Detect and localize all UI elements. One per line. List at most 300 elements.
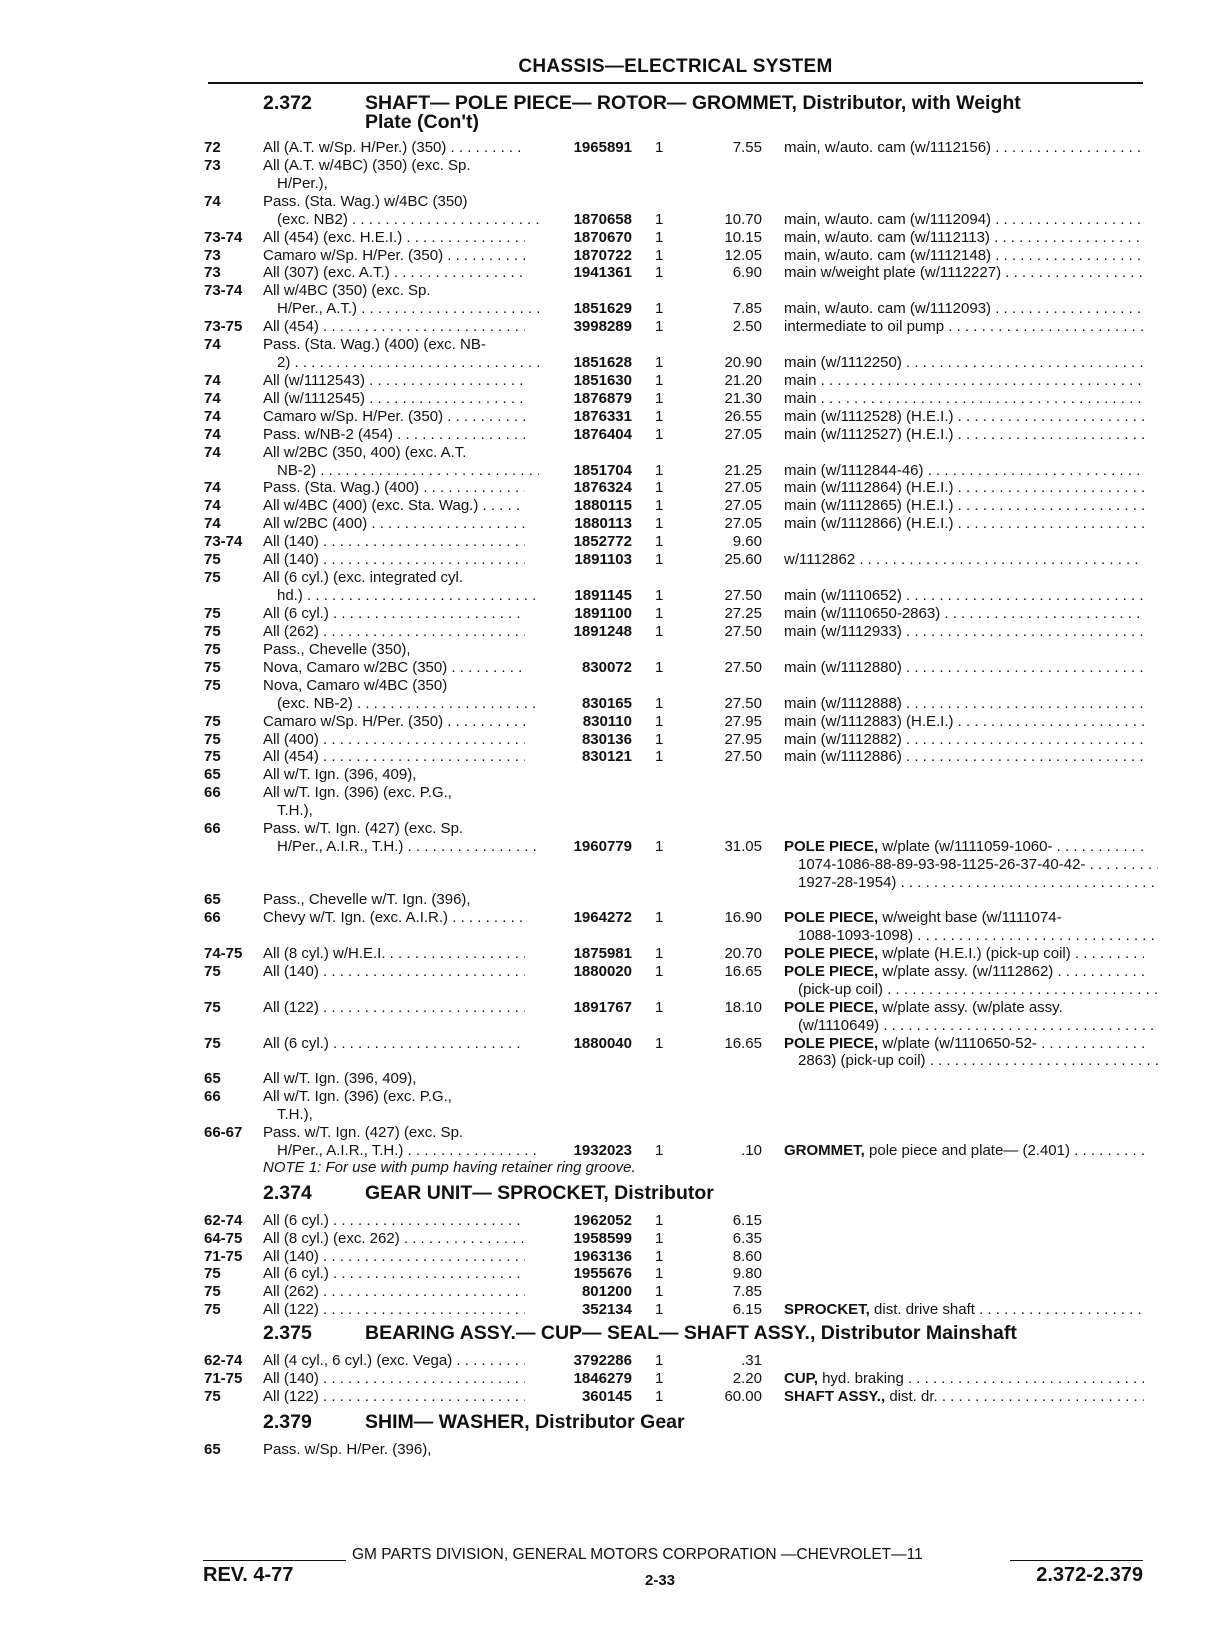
model-year: 74 bbox=[204, 336, 221, 353]
part-number: 1851704 bbox=[573, 462, 632, 479]
part-number: 1870670 bbox=[573, 229, 632, 246]
description-text: w/plate (H.E.I.) (pick-up coil) bbox=[882, 945, 1071, 962]
part-name: CUP, bbox=[784, 1370, 818, 1387]
parts-row bbox=[0, 694, 1223, 713]
description-text: main (w/1112882) bbox=[784, 731, 902, 748]
description-text: hyd. braking bbox=[822, 1370, 904, 1387]
list-price: 6.35 bbox=[732, 1230, 762, 1247]
list-price: 16.90 bbox=[724, 909, 762, 926]
part-number: 830072 bbox=[581, 659, 632, 676]
list-price: 27.05 bbox=[724, 497, 762, 514]
part-number: 1870722 bbox=[573, 247, 632, 264]
list-price: 26.55 bbox=[724, 408, 762, 425]
model-year: 75 bbox=[204, 605, 221, 622]
part-number: 3792286 bbox=[573, 1352, 632, 1369]
parts-row bbox=[0, 658, 1223, 677]
parts-row bbox=[0, 263, 1223, 282]
model-year: 75 bbox=[204, 1301, 221, 1318]
parts-row bbox=[0, 1069, 1223, 1088]
quantity: 1 bbox=[655, 354, 664, 371]
part-number: 1960779 bbox=[573, 838, 632, 855]
description-text: w/plate assy. (w/plate assy. bbox=[882, 999, 1063, 1016]
description-text: main (w/1110650-2863) bbox=[784, 605, 941, 622]
model-year: 66-67 bbox=[204, 1124, 243, 1141]
list-price: 21.20 bbox=[724, 372, 762, 389]
part-description bbox=[784, 1016, 1158, 1035]
parts-row bbox=[0, 425, 1223, 444]
parts-row bbox=[0, 640, 1223, 659]
part-description bbox=[784, 855, 1158, 874]
model-year: 66 bbox=[204, 1088, 221, 1105]
model-application: All (w/1112545) . . . bbox=[263, 389, 525, 408]
part-number: 1846279 bbox=[573, 1370, 632, 1387]
description-text: pole piece and plate— (2.401) bbox=[869, 1142, 1070, 1159]
part-description bbox=[784, 1141, 1144, 1160]
model-year: 73-74 bbox=[204, 282, 243, 299]
parts-row bbox=[0, 174, 1223, 193]
model-application: H/Per.), bbox=[277, 175, 328, 192]
part-number: 1891767 bbox=[573, 999, 632, 1016]
part-description bbox=[784, 478, 1144, 497]
model-application: All (262) . . . bbox=[263, 1282, 525, 1301]
parts-row bbox=[0, 765, 1223, 784]
parts-row bbox=[0, 281, 1223, 300]
model-year: 65 bbox=[204, 766, 221, 783]
part-number: 1880020 bbox=[573, 963, 632, 980]
model-year: 73 bbox=[204, 247, 221, 264]
list-price: 20.70 bbox=[724, 945, 762, 962]
list-price: 27.50 bbox=[724, 587, 762, 604]
list-price: 27.05 bbox=[724, 515, 762, 532]
part-number: 1875981 bbox=[573, 945, 632, 962]
part-description bbox=[784, 263, 1144, 282]
part-description bbox=[784, 550, 1144, 569]
page-number: 2-33 bbox=[645, 1572, 676, 1589]
part-number: 830121 bbox=[581, 748, 632, 765]
model-year: 66 bbox=[204, 784, 221, 801]
parts-row bbox=[0, 1051, 1223, 1070]
part-number: 1891103 bbox=[574, 551, 632, 568]
part-description bbox=[784, 962, 1144, 981]
model-year: 74 bbox=[204, 408, 221, 425]
description-text: w/plate assy. (w/1112862) bbox=[882, 963, 1054, 980]
list-price: 21.25 bbox=[724, 462, 762, 479]
part-number: 1851630 bbox=[573, 372, 632, 389]
parts-row bbox=[0, 299, 1223, 318]
quantity: 1 bbox=[655, 408, 664, 425]
quantity: 1 bbox=[655, 1283, 664, 1300]
parts-row bbox=[0, 1300, 1223, 1319]
description-text: 1927-28-1954) bbox=[798, 874, 897, 891]
model-year: 75 bbox=[204, 748, 221, 765]
model-application: All w/4BC (400) (exc. Sta. Wag.) . . . bbox=[263, 496, 525, 515]
quantity: 1 bbox=[655, 497, 664, 514]
part-description bbox=[784, 514, 1144, 533]
part-name: GROMMET, bbox=[784, 1142, 865, 1159]
part-description bbox=[784, 496, 1144, 515]
model-year: 75 bbox=[204, 1283, 221, 1300]
quantity: 1 bbox=[655, 748, 664, 765]
list-price: 21.30 bbox=[724, 390, 762, 407]
part-number: 1876331 bbox=[573, 408, 632, 425]
part-description bbox=[784, 317, 1144, 336]
model-year: 74 bbox=[204, 515, 221, 532]
parts-row bbox=[0, 783, 1223, 802]
model-application: T.H.), bbox=[277, 1106, 313, 1123]
model-application: All (140) . . . bbox=[263, 550, 525, 569]
model-year: 75 bbox=[204, 659, 221, 676]
quantity: 1 bbox=[655, 945, 664, 962]
quantity: 1 bbox=[655, 587, 664, 604]
part-description bbox=[784, 353, 1144, 372]
part-description bbox=[784, 210, 1144, 229]
model-application: Pass. (Sta. Wag.) (400) (exc. NB- bbox=[263, 336, 486, 353]
model-year: 74 bbox=[204, 193, 221, 210]
description-text: w/plate (w/1110650-52- bbox=[882, 1035, 1037, 1052]
description-text: 2863) (pick-up coil) bbox=[798, 1052, 926, 1069]
part-number: 1876324 bbox=[573, 479, 632, 496]
model-year: 71-75 bbox=[204, 1248, 243, 1265]
quantity: 1 bbox=[655, 139, 664, 156]
model-application: Pass., Chevelle (350), bbox=[263, 641, 411, 658]
model-application: All (6 cyl.) (exc. integrated cyl. bbox=[263, 569, 464, 586]
part-name: SPROCKET, bbox=[784, 1301, 870, 1318]
model-application: Camaro w/Sp. H/Per. (350) . . . bbox=[263, 407, 525, 426]
model-application: All (A.T. w/Sp. H/Per.) (350) . . . bbox=[263, 138, 525, 157]
list-price: 27.05 bbox=[724, 479, 762, 496]
part-number: 1880115 bbox=[574, 497, 632, 514]
part-name: POLE PIECE, bbox=[784, 999, 879, 1016]
model-application: All (140) . . . bbox=[263, 1369, 525, 1388]
parts-row bbox=[0, 138, 1223, 157]
parts-row bbox=[0, 371, 1223, 390]
model-application: All (6 cyl.) . . . bbox=[263, 1034, 525, 1053]
part-name: POLE PIECE, bbox=[784, 838, 879, 855]
parts-row bbox=[0, 586, 1223, 605]
list-price: 10.70 bbox=[724, 211, 762, 228]
part-name: POLE PIECE, bbox=[784, 963, 879, 980]
parts-row bbox=[0, 1351, 1223, 1370]
parts-row bbox=[0, 1229, 1223, 1248]
list-price: 6.90 bbox=[732, 264, 762, 281]
parts-row bbox=[0, 837, 1223, 856]
model-application: All (140) . . . bbox=[263, 532, 525, 551]
parts-row bbox=[0, 1123, 1223, 1142]
model-application: Nova, Camaro w/4BC (350) bbox=[263, 677, 448, 694]
model-application: All (8 cyl.) (exc. 262) . . . bbox=[263, 1229, 525, 1248]
model-year: 65 bbox=[204, 1070, 221, 1087]
part-description bbox=[784, 980, 1158, 999]
list-price: 6.15 bbox=[732, 1212, 762, 1229]
quantity: 1 bbox=[655, 1265, 664, 1282]
model-year: 75 bbox=[204, 641, 221, 658]
model-application: All (122) . . . bbox=[263, 998, 525, 1017]
section-number: 2.375 bbox=[263, 1322, 312, 1344]
description-text: w/plate (w/1111059-1060- bbox=[882, 838, 1053, 855]
parts-row bbox=[0, 353, 1223, 372]
part-number: 830136 bbox=[581, 731, 632, 748]
parts-row bbox=[0, 210, 1223, 229]
parts-row bbox=[0, 550, 1223, 569]
part-number: 1941361 bbox=[573, 264, 632, 281]
list-price: 27.50 bbox=[724, 659, 762, 676]
description-text: main (w/1112864) (H.E.I.) bbox=[784, 479, 954, 496]
part-number: 1880040 bbox=[573, 1035, 632, 1052]
parts-row bbox=[0, 389, 1223, 408]
description-text: main (w/1112844-46) bbox=[784, 462, 924, 479]
quantity: 1 bbox=[655, 1388, 664, 1405]
model-application: All (6 cyl.) . . . bbox=[263, 1211, 525, 1230]
part-name: SHAFT ASSY., bbox=[784, 1388, 886, 1405]
quantity: 1 bbox=[655, 999, 664, 1016]
parts-row bbox=[0, 998, 1223, 1017]
description-text: main (w/1112866) (H.E.I.) bbox=[784, 515, 954, 532]
part-number: 830110 bbox=[582, 713, 632, 730]
model-application: All (122) . . . bbox=[263, 1300, 525, 1319]
quantity: 1 bbox=[655, 479, 664, 496]
part-number: 1958599 bbox=[573, 1230, 632, 1247]
description-text: dist. dr. bbox=[889, 1388, 938, 1405]
part-number: 801200 bbox=[581, 1283, 632, 1300]
list-price: 27.50 bbox=[724, 623, 762, 640]
description-text: w/weight base (w/1111074- bbox=[882, 909, 1062, 926]
section-number: 2.379 bbox=[263, 1411, 312, 1433]
model-application: Camaro w/Sp. H/Per. (350) . . . bbox=[263, 246, 525, 265]
list-price: .10 bbox=[741, 1142, 762, 1159]
part-number: 1891145 bbox=[574, 587, 632, 604]
parts-row bbox=[0, 1264, 1223, 1283]
model-application: All w/T. Ign. (396) (exc. P.G., bbox=[263, 1088, 452, 1105]
description-text: main (w/1112880) bbox=[784, 659, 902, 676]
quantity: 1 bbox=[655, 1301, 664, 1318]
model-application: T.H.), bbox=[277, 802, 313, 819]
description-text: main (w/1112933) bbox=[784, 623, 902, 640]
parts-row bbox=[0, 1016, 1223, 1035]
list-price: 27.50 bbox=[724, 748, 762, 765]
parts-row bbox=[0, 192, 1223, 211]
quantity: 1 bbox=[655, 264, 664, 281]
part-number: 352134 bbox=[581, 1301, 632, 1318]
model-year: 75 bbox=[204, 1265, 221, 1282]
part-description bbox=[784, 837, 1144, 856]
model-year: 74 bbox=[204, 372, 221, 389]
part-number: 1955676 bbox=[573, 1265, 632, 1282]
part-description bbox=[784, 586, 1144, 605]
list-price: 31.05 bbox=[724, 838, 762, 855]
quantity: 1 bbox=[655, 909, 664, 926]
model-year: 74 bbox=[204, 497, 221, 514]
footer-divider-right bbox=[1010, 1560, 1143, 1561]
quantity: 1 bbox=[655, 605, 664, 622]
part-number: 1851628 bbox=[573, 354, 632, 371]
model-year: 65 bbox=[204, 1441, 221, 1458]
part-description bbox=[784, 658, 1144, 677]
part-description bbox=[784, 228, 1144, 247]
model-application: Pass., Chevelle w/T. Ign. (396), bbox=[263, 891, 471, 908]
quantity: 1 bbox=[655, 1248, 664, 1265]
model-year: 62-74 bbox=[204, 1212, 243, 1229]
part-description bbox=[784, 926, 1158, 945]
list-price: 18.10 bbox=[724, 999, 762, 1016]
list-price: 27.50 bbox=[724, 695, 762, 712]
model-year: 75 bbox=[204, 677, 221, 694]
quantity: 1 bbox=[655, 390, 664, 407]
model-application: All (400) . . . bbox=[263, 730, 525, 749]
model-year: 66 bbox=[204, 909, 221, 926]
model-year: 75 bbox=[204, 1035, 221, 1052]
list-price: 8.60 bbox=[732, 1248, 762, 1265]
model-year: 74-75 bbox=[204, 945, 243, 962]
part-name: POLE PIECE, bbox=[784, 909, 879, 926]
model-application: All w/T. Ign. (396, 409), bbox=[263, 1070, 417, 1087]
quantity: 1 bbox=[655, 1142, 664, 1159]
revision-label: REV. 4-77 bbox=[203, 1564, 294, 1586]
model-year: 75 bbox=[204, 713, 221, 730]
model-year: 75 bbox=[204, 623, 221, 640]
footer-publisher: GM PARTS DIVISION, GENERAL MOTORS CORPORATION —CHEVROLET—11 bbox=[352, 1546, 923, 1563]
footer-divider-left bbox=[203, 1560, 346, 1561]
description-text: main (w/1112883) (H.E.I.) bbox=[784, 713, 954, 730]
list-price: 10.15 bbox=[724, 229, 762, 246]
model-year: 74 bbox=[204, 390, 221, 407]
parts-row bbox=[0, 317, 1223, 336]
model-year: 75 bbox=[204, 551, 221, 568]
list-price: 60.00 bbox=[724, 1388, 762, 1405]
quantity: 1 bbox=[655, 1352, 664, 1369]
section-title: GEAR UNIT— SPROCKET, Distributor bbox=[365, 1182, 714, 1204]
description-text: main, w/auto. cam (w/1112148) bbox=[784, 247, 992, 264]
model-application: All (454) . . . bbox=[263, 747, 525, 766]
quantity: 1 bbox=[655, 695, 664, 712]
model-year: 75 bbox=[204, 731, 221, 748]
parts-row bbox=[0, 604, 1223, 623]
part-number: 1962052 bbox=[573, 1212, 632, 1229]
parts-row bbox=[0, 335, 1223, 354]
model-application: All (307) (exc. A.T.) . . . bbox=[263, 263, 525, 282]
list-price: .31 bbox=[741, 1352, 762, 1369]
part-description bbox=[784, 1300, 1144, 1319]
list-price: 9.80 bbox=[732, 1265, 762, 1282]
model-application: All (6 cyl.) . . . bbox=[263, 1264, 525, 1283]
model-year: 75 bbox=[204, 999, 221, 1016]
quantity: 1 bbox=[655, 372, 664, 389]
quantity: 1 bbox=[655, 247, 664, 264]
quantity: 1 bbox=[655, 659, 664, 676]
section-title: SHIM— WASHER, Distributor Gear bbox=[365, 1411, 685, 1433]
parts-row bbox=[0, 1282, 1223, 1301]
model-year: 73-74 bbox=[204, 229, 243, 246]
quantity: 1 bbox=[655, 731, 664, 748]
part-number: 1891248 bbox=[573, 623, 632, 640]
list-price: 25.60 bbox=[724, 551, 762, 568]
part-number: 1963136 bbox=[573, 1248, 632, 1265]
part-number: 1876404 bbox=[573, 426, 632, 443]
parts-row bbox=[0, 819, 1223, 838]
part-name: POLE PIECE, bbox=[784, 945, 879, 962]
model-application: H/Per., A.I.R., T.H.) . . . bbox=[263, 837, 539, 856]
model-application: All w/2BC (400) . . . bbox=[263, 514, 525, 533]
quantity: 1 bbox=[655, 533, 664, 550]
section-number: 2.374 bbox=[263, 1182, 312, 1204]
part-number: 1965891 bbox=[573, 139, 632, 156]
quantity: 1 bbox=[655, 426, 664, 443]
parts-row bbox=[0, 747, 1223, 766]
quantity: 1 bbox=[655, 211, 664, 228]
part-description bbox=[784, 1387, 1144, 1406]
description-text: main, w/auto. cam (w/1112093) bbox=[784, 300, 992, 317]
part-description bbox=[784, 604, 1144, 623]
section-title: SHAFT— POLE PIECE— ROTOR— GROMMET, Distributor, with Weight bbox=[365, 92, 1021, 114]
parts-row bbox=[0, 443, 1223, 462]
model-application: (exc. NB2) . . . bbox=[263, 210, 539, 229]
description-text: main, w/auto. cam (w/1112094) bbox=[784, 211, 992, 228]
description-text: 1088-1093-1098) bbox=[798, 927, 914, 944]
part-description bbox=[784, 425, 1144, 444]
model-application: All (262) . . . bbox=[263, 622, 525, 641]
model-application: All w/4BC (350) (exc. Sp. bbox=[263, 282, 431, 299]
quantity: 1 bbox=[655, 515, 664, 532]
model-application: Camaro w/Sp. H/Per. (350) . . . bbox=[263, 712, 525, 731]
model-application: 2) . . . bbox=[263, 353, 539, 372]
parts-row bbox=[0, 926, 1223, 945]
model-year: 72 bbox=[204, 139, 221, 156]
part-description bbox=[784, 694, 1144, 713]
quantity: 1 bbox=[655, 300, 664, 317]
model-year: 74 bbox=[204, 426, 221, 443]
parts-row bbox=[0, 908, 1223, 927]
quantity: 1 bbox=[655, 1035, 664, 1052]
model-application: Pass. w/T. Ign. (427) (exc. Sp. bbox=[263, 1124, 464, 1141]
part-description bbox=[784, 371, 1144, 390]
list-price: 27.25 bbox=[724, 605, 762, 622]
description-text: main (w/1112886) bbox=[784, 748, 902, 765]
model-application: All (454) . . . bbox=[263, 317, 525, 336]
model-application: NB-2) . . . bbox=[263, 461, 539, 480]
part-description bbox=[784, 747, 1144, 766]
quantity: 1 bbox=[655, 318, 664, 335]
parts-row bbox=[0, 496, 1223, 515]
list-price: 27.95 bbox=[724, 731, 762, 748]
part-description bbox=[784, 908, 1144, 927]
model-application: Nova, Camaro w/2BC (350) . . . bbox=[263, 658, 525, 677]
quantity: 1 bbox=[655, 623, 664, 640]
model-application: H/Per., A.T.) . . . bbox=[263, 299, 539, 318]
model-year: 74 bbox=[204, 444, 221, 461]
part-number: 1851629 bbox=[573, 300, 632, 317]
description-text: main (w/1110652) bbox=[784, 587, 902, 604]
parts-row bbox=[0, 676, 1223, 695]
description-text: (w/1110649) bbox=[798, 1017, 880, 1034]
description-text: main, w/auto. cam (w/1112113) bbox=[784, 229, 990, 246]
part-number: 1964272 bbox=[573, 909, 632, 926]
list-price: 7.55 bbox=[732, 139, 762, 156]
model-application: Pass. w/Sp. H/Per. (396), bbox=[263, 1441, 432, 1458]
model-year: 75 bbox=[204, 1388, 221, 1405]
parts-row bbox=[0, 568, 1223, 587]
quantity: 1 bbox=[655, 462, 664, 479]
description-text: 1074-1086-88-89-93-98-1125-26-37-40-42- bbox=[798, 856, 1086, 873]
part-number: 1880113 bbox=[574, 515, 632, 532]
part-description bbox=[784, 998, 1144, 1017]
model-year: 74 bbox=[204, 479, 221, 496]
model-application: (exc. NB-2) . . . bbox=[263, 694, 539, 713]
description-text: main w/weight plate (w/1112227) bbox=[784, 264, 1002, 281]
parts-row bbox=[0, 407, 1223, 426]
part-description bbox=[784, 389, 1144, 408]
list-price: 27.05 bbox=[724, 426, 762, 443]
part-number: 360145 bbox=[581, 1388, 632, 1405]
footnote: NOTE 1: For use with pump having retainer ring groove. bbox=[263, 1159, 636, 1176]
